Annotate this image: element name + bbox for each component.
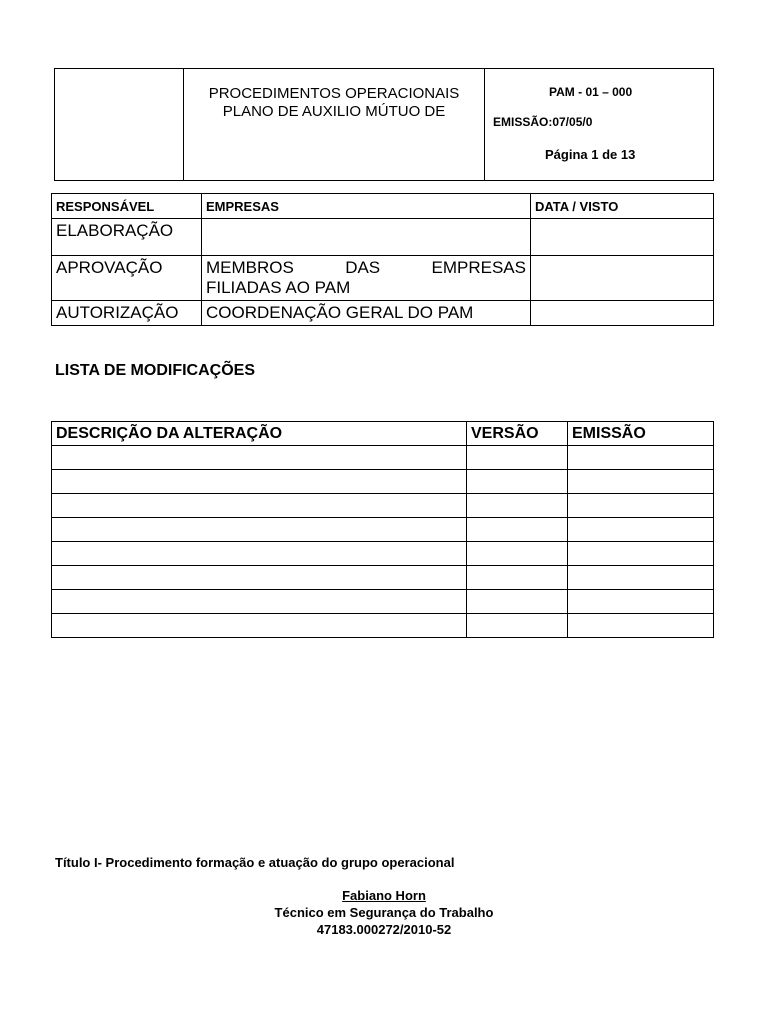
role-cell: AUTORIZAÇÃO	[52, 301, 202, 326]
header-title-line2: PLANO DE AUXILIO MÚTUO DE	[222, 103, 446, 120]
empresas-cell	[202, 219, 531, 256]
header-info-cell	[485, 69, 714, 181]
responsibility-header-row	[52, 194, 714, 219]
empresas-line1	[206, 258, 526, 278]
table-row	[52, 614, 714, 638]
signer-name: Fabiano Horn	[342, 888, 426, 903]
logo-cell	[55, 69, 184, 181]
empresas-cell: COORDENAÇÃO GERAL DO PAM	[202, 301, 531, 326]
responsibility-table	[51, 193, 714, 326]
descricao-cell[interactable]	[52, 446, 467, 470]
descricao-cell[interactable]	[52, 614, 467, 638]
table-row	[52, 256, 714, 301]
column-header-responsavel: RESPONSÁVEL	[52, 194, 202, 219]
descricao-cell[interactable]	[52, 494, 467, 518]
column-header-descricao: DESCRIÇÃO DA ALTERAÇÃO	[52, 422, 467, 446]
column-header-versao: VERSÃO	[467, 422, 568, 446]
page-number: Página 1 de 13	[545, 147, 636, 162]
role-cell: APROVAÇÃO	[52, 256, 202, 301]
table-row	[52, 566, 714, 590]
table-row	[52, 301, 714, 326]
modifications-header-row	[52, 422, 714, 446]
empresas-word: DAS	[345, 258, 381, 277]
document-code: PAM - 01 – 000	[549, 85, 633, 99]
descricao-cell[interactable]	[52, 566, 467, 590]
versao-cell[interactable]	[467, 518, 568, 542]
versao-cell[interactable]	[467, 542, 568, 566]
header-title-line1: PROCEDIMENTOS OPERACIONAIS	[208, 85, 460, 102]
emissao-cell[interactable]	[568, 566, 714, 590]
descricao-cell[interactable]	[52, 518, 467, 542]
descricao-cell[interactable]	[52, 590, 467, 614]
emissao-cell[interactable]	[568, 470, 714, 494]
column-header-data-visto: DATA / VISTO	[531, 194, 714, 219]
data-visto-cell	[531, 219, 714, 256]
versao-cell[interactable]	[467, 446, 568, 470]
emissao-cell[interactable]	[568, 518, 714, 542]
versao-cell[interactable]	[467, 614, 568, 638]
modifications-list-title: LISTA DE MODIFICAÇÕES	[55, 362, 255, 379]
table-row	[52, 446, 714, 470]
table-row	[52, 470, 714, 494]
emission-date: EMISSÃO:07/05/0	[493, 115, 593, 129]
signer-registration: 47183.000272/2010-52	[316, 922, 452, 937]
emissao-cell[interactable]	[568, 446, 714, 470]
descricao-cell[interactable]	[52, 542, 467, 566]
descricao-cell[interactable]	[52, 470, 467, 494]
empresas-cell	[202, 256, 531, 301]
table-row	[52, 494, 714, 518]
empresas-word: MEMBROS	[206, 258, 294, 277]
signature-block	[0, 887, 768, 938]
signer-role: Técnico em Segurança do Trabalho	[274, 905, 494, 920]
emissao-cell[interactable]	[568, 614, 714, 638]
empresas-word: EMPRESAS	[431, 258, 526, 277]
table-row	[52, 219, 714, 256]
column-header-emissao: EMISSÃO	[568, 422, 714, 446]
table-row	[52, 518, 714, 542]
versao-cell[interactable]	[467, 590, 568, 614]
data-visto-cell	[531, 256, 714, 301]
column-header-empresas: EMPRESAS	[202, 194, 531, 219]
table-row	[52, 542, 714, 566]
versao-cell[interactable]	[467, 566, 568, 590]
document-subject-title: Título I- Procedimento formação e atuação do grupo operacional	[55, 855, 455, 870]
emissao-cell[interactable]	[568, 494, 714, 518]
emissao-cell[interactable]	[568, 542, 714, 566]
data-visto-cell	[531, 301, 714, 326]
versao-cell[interactable]	[467, 494, 568, 518]
emissao-cell[interactable]	[568, 590, 714, 614]
document-header-table	[54, 68, 714, 181]
header-title-cell	[184, 69, 485, 181]
versao-cell[interactable]	[467, 470, 568, 494]
empresas-line2: FILIADAS AO PAM	[206, 278, 351, 297]
table-row	[52, 590, 714, 614]
modifications-table	[51, 421, 714, 638]
role-cell: ELABORAÇÃO	[52, 219, 202, 256]
